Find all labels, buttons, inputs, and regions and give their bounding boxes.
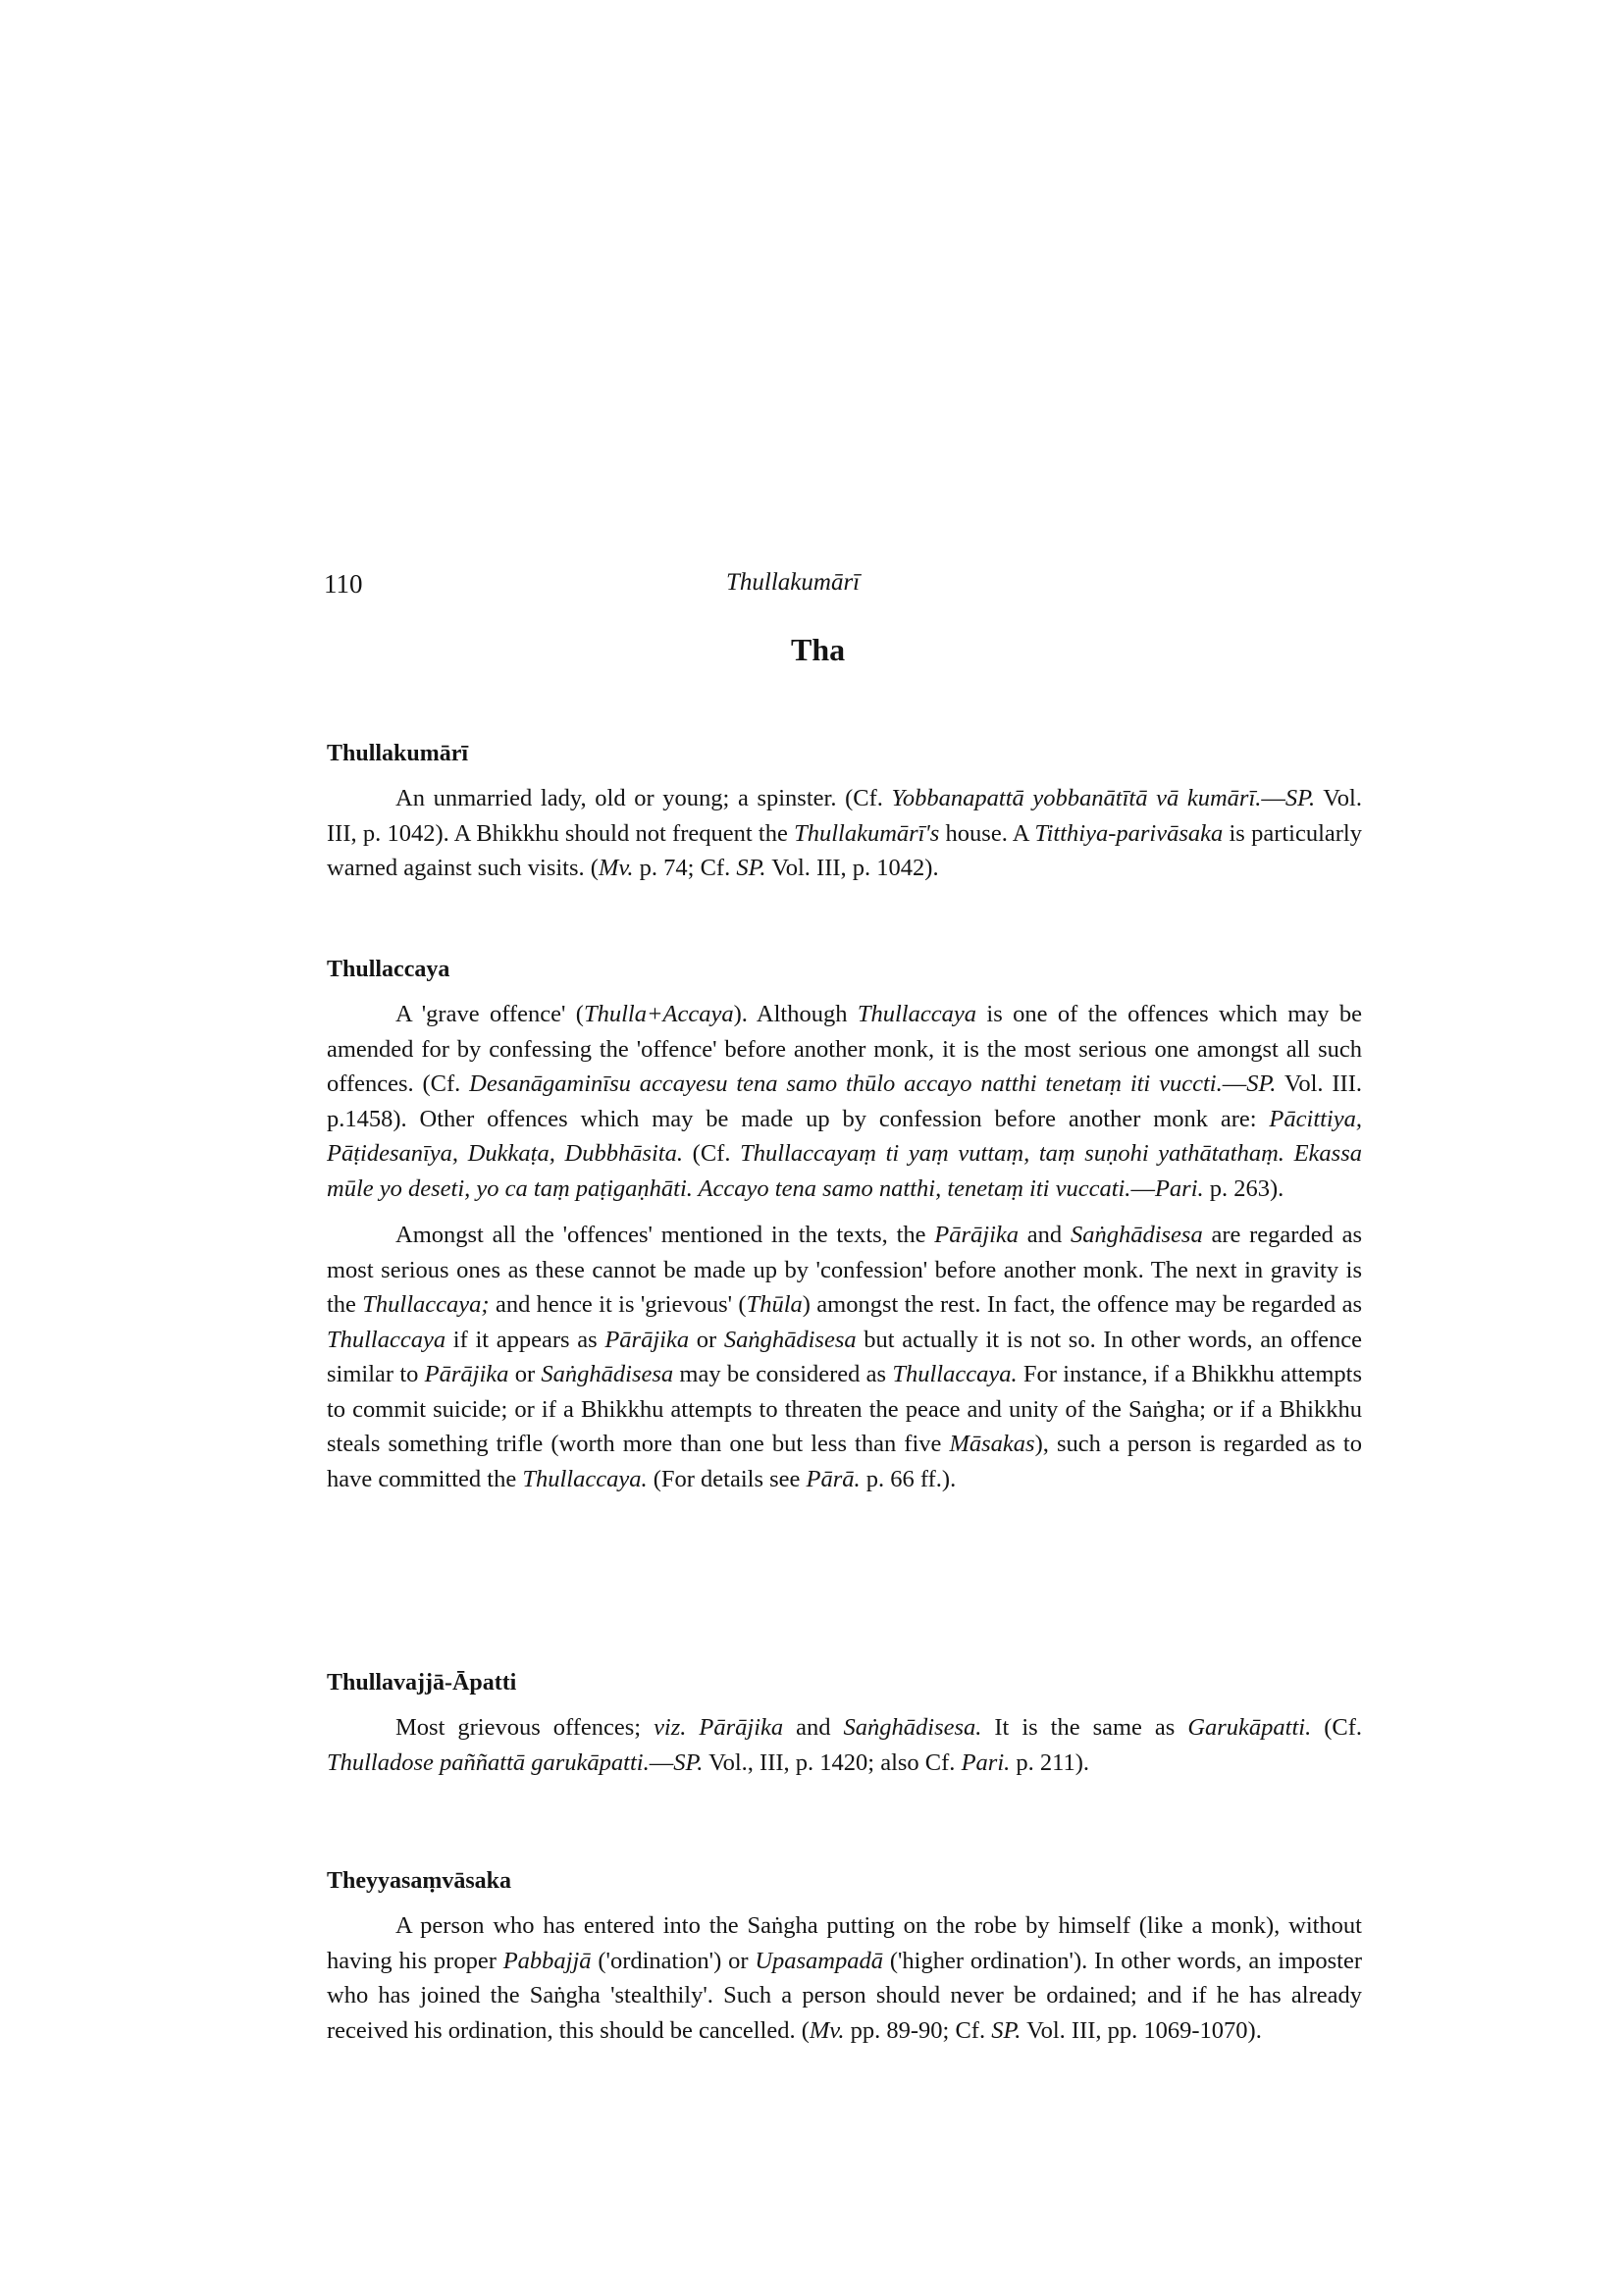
italic-text: SP. [1284,785,1316,811]
text-run: (Cf. [1311,1714,1362,1741]
text-run: and hence it is 'grievous' ( [489,1291,747,1318]
italic-text: Thullaccaya [857,1001,976,1027]
italic-text: Saṅghādisesa [723,1326,857,1353]
italic-text: Thullaccaya [327,1326,446,1353]
italic-text: Mv. [809,2016,845,2044]
entry-paragraph [327,1710,1362,1780]
italic-text: Thūla [746,1291,803,1318]
text-run: p. 211). [1010,1748,1089,1776]
text-run: ('ordination') or [591,1947,756,1974]
text-run [686,1714,699,1741]
text-run: p. 74; Cf. [633,855,737,881]
italic-text: SP. [736,855,766,881]
italic-text: Pārājika [604,1326,690,1353]
italic-text: Saṅghādisesa [1070,1222,1203,1248]
italic-text: Pārājika [699,1714,784,1741]
text-run: — [649,1748,674,1776]
text-run: Vol. III, pp. 1069-1070). [1021,2016,1262,2044]
italic-text: Titthiya-parivāsaka [1034,819,1224,847]
running-head: Thullakumārī [726,569,861,596]
entry-paragraph [327,781,1362,886]
italic-text: SP. [673,1748,704,1776]
text-run: but actually it is not so. In other words, an offence similar to [327,1326,1362,1387]
text-run: Vol., III, p. 1420; also Cf. [703,1748,962,1776]
entry-headword: Thullavajjā-Āpatti [327,1670,517,1696]
italic-text: Thullaccaya; [362,1291,490,1318]
entry-paragraph [327,997,1362,1206]
text-run: and [1019,1222,1071,1248]
text-run: An unmarried lady, old or young; a spinster. (Cf. [395,785,892,811]
italic-text: Thullakumārī's [794,819,940,847]
italic-text: SP. [991,2016,1022,2044]
italic-text: Yobbanapattā yobbanātītā vā kumārī. [891,785,1262,811]
italic-text: Pācittiya, Pāṭidesanīya, Dukkaṭa, Dubbhāsita. [327,1105,1362,1167]
italic-text: Mv. [598,855,634,881]
text-run: (For details see [647,1465,807,1492]
text-run: p. 263). [1203,1174,1284,1202]
italic-text: Thullaccaya. [522,1465,648,1492]
text-run: is particularly warned against such visits. ( [327,819,1362,881]
entry-theyyasamvasaka [327,1868,1362,2060]
italic-text: Desanāgaminīsu accayesu tena samo thūlo accayo natthi tenetaṃ iti vuccti. [469,1070,1223,1097]
text-run: (Cf. [682,1140,741,1167]
text-run: — [1130,1174,1155,1202]
text-run: are regarded as most serious ones as these cannot be made up by 'confession' before another monk. The next in gravity is the [327,1222,1363,1318]
text-run: Most grievous offences; [395,1714,655,1741]
text-run: ). Although [733,1001,858,1027]
text-run: — [1261,785,1285,811]
entry-thullakumari [327,741,1362,898]
italic-text: Thulladose paññattā garukāpatti. [327,1748,650,1776]
italic-text: Pārā. [806,1465,861,1492]
italic-text: SP. [1246,1070,1277,1097]
text-run: is one of the offences which may be amended for by confessing the 'offence' before another monk, it is the most serious one amongst all such offences. (Cf. [327,1001,1362,1097]
text-run: or [689,1326,724,1353]
italic-text: Thulla+Accaya [583,1001,734,1027]
text-run: — [1222,1070,1247,1097]
text-run: if it appears as [445,1326,605,1353]
text-run: For instance, if a Bhikkhu attempts to commit suicide; or if a Bhikkhu attempts to threaten the peace and unity of the Saṅgha; or if a Bhikkhu steals something trifle (worth more than one but less than five [327,1361,1362,1457]
entry-headword: Thullakumārī [327,741,469,766]
italic-text: viz. [654,1714,687,1741]
section-letter-heading: Tha [791,632,846,667]
entry-paragraph [327,1908,1362,2048]
text-run: A 'grave offence' ( [395,1001,584,1027]
italic-text: Saṅghādisesa [541,1361,674,1387]
text-run: ), such a person is regarded as to have committed the [327,1431,1362,1492]
page-number: 110 [324,569,363,599]
italic-text: Māsakas [949,1431,1035,1457]
italic-text: Pārājika [424,1361,509,1387]
italic-text: Garukāpatti. [1187,1714,1312,1741]
entry-paragraph [327,1218,1362,1496]
italic-text: Thullaccayaṃ ti yaṃ vuttaṃ, taṃ suṇohi yathātathaṃ. Ekassa mūle yo deseti, yo ca taṃ paṭigaṇhāti. Accayo tena samo natthi, tenetaṃ iti vuccati. [327,1140,1362,1202]
italic-text: Pari. [1154,1174,1204,1202]
entry-headword: Thullaccaya [327,957,450,982]
text-run: may be considered as [673,1361,893,1387]
text-run: It is the same as [981,1714,1188,1741]
text-run: and [783,1714,844,1741]
text-run: house. A [939,819,1035,847]
italic-text: Pārājika [934,1222,1020,1248]
italic-text: Pari. [961,1748,1011,1776]
text-run: Vol. III, p. 1042). A Bhikkhu should not frequent the [327,785,1362,847]
entry-headword: Theyyasaṃvāsaka [327,1868,512,1894]
text-run: p. 66 ff.). [860,1465,957,1492]
text-run: ('higher ordination'). In other words, an imposter who has joined the Saṅgha 'stealthily'. Such a person should never be ordained; and if he has already received his ordination, this should be cancelled. ( [327,1947,1363,2044]
italic-text: Thullaccaya. [892,1361,1018,1387]
text-run: or [508,1361,542,1387]
text-run: Vol. III, p. 1042). [765,855,939,881]
italic-text: Saṅghādisesa. [843,1714,982,1741]
text-run: Amongst all the 'offences' mentioned in the texts, the [395,1222,935,1248]
text-run: ) amongst the rest. In fact, the offence may be regarded as [802,1291,1362,1318]
entry-thullaccaya [327,957,1362,1508]
text-run: pp. 89-90; Cf. [844,2016,992,2044]
text-run: A person who has entered into the Saṅgha putting on the robe by himself (like a monk), without having his proper [327,1912,1362,1974]
italic-text: Upasampadā [755,1947,883,1974]
text-run: Vol. III. p.1458). Other offences which may be made up by confession before another monk are: [327,1070,1362,1132]
italic-text: Pabbajjā [502,1947,592,1974]
entry-thullavajja-apatti [327,1670,1362,1792]
